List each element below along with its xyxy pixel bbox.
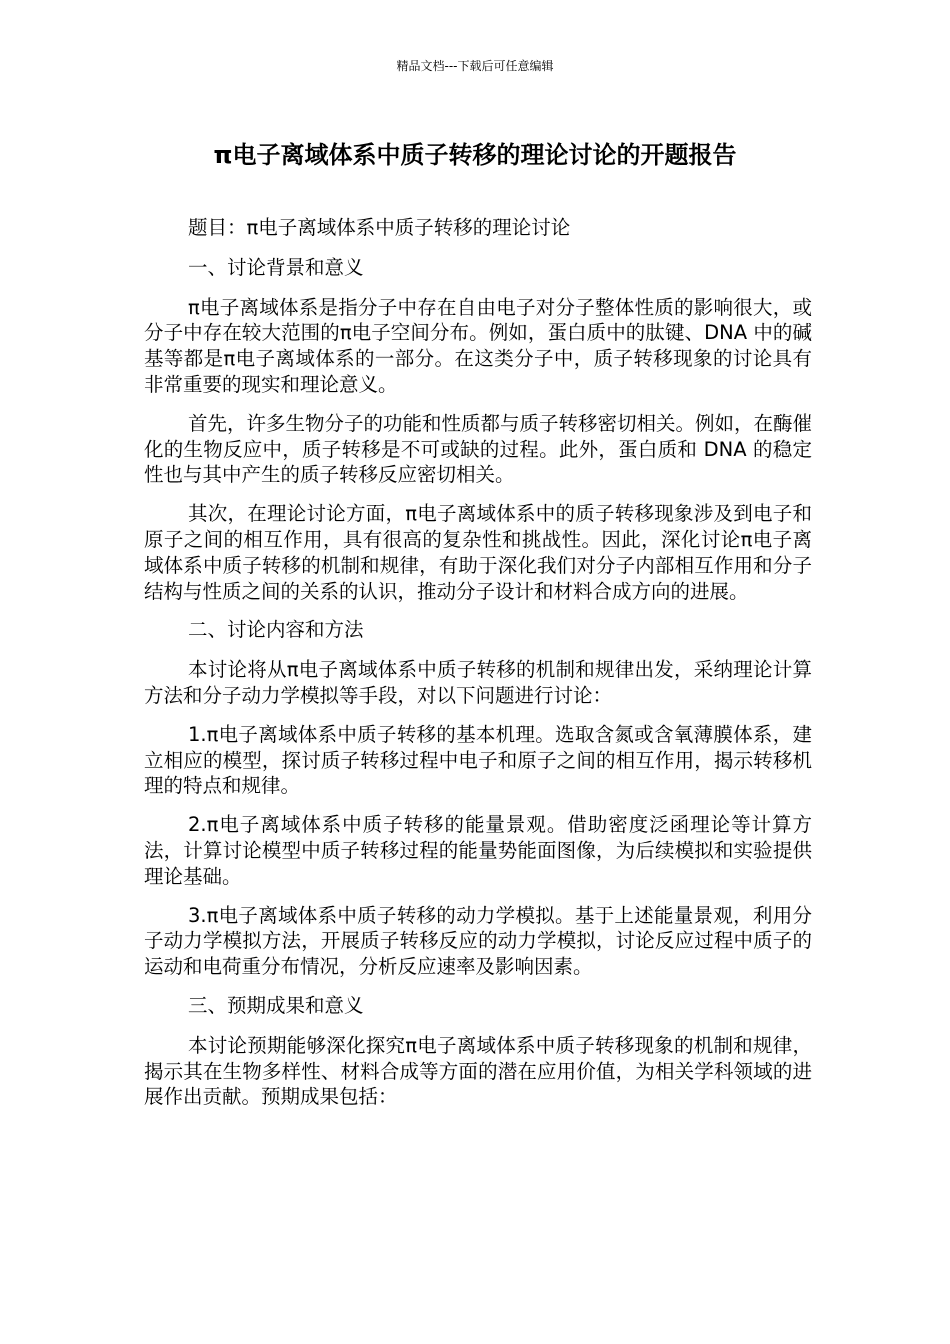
document-body <box>144 215 812 1123</box>
paragraph-outcomes: 本讨论预期能够深化探究π电子离域体系中质子转移现象的机制和规律，揭示其在生物多样性、材料合成等方面的潜在应用价值，为相关学科领域的进展作出贡献。预期成果包括： <box>144 1033 812 1109</box>
section-heading-content: 二、讨论内容和方法 <box>188 618 364 642</box>
list-item-dynamics: 3.π电子离域体系中质子转移的动力学模拟。基于上述能量景观，利用分子动力学模拟方法，开展质子转移反应的动力学模拟，讨论反应过程中质子的运动和电荷重分布情况，分析反应速率及影响因素。 <box>144 903 812 979</box>
section-heading-outcomes: 三、预期成果和意义 <box>188 993 364 1017</box>
topic-line: 题目：π电子离域体系中质子转移的理论讨论 <box>188 216 571 239</box>
paragraph-background-second: 其次，在理论讨论方面，π电子离域体系中的质子转移现象涉及到电子和原子之间的相互作用，具有很高的复杂性和挑战性。因此，深化讨论π电子离域体系中质子转移的机制和规律，有助于深化我们对分子内部相互作用和分子结构与性质之间的关系的认识，推动分子设计和材料合成方向的进展。 <box>144 502 812 603</box>
paragraph-content-intro: 本讨论将从π电子离域体系中质子转移的机制和规律出发，采纳理论计算方法和分子动力学模拟等手段，对以下问题进行讨论： <box>144 658 812 707</box>
header-note: 精品文档---下载后可任意编辑 <box>396 59 554 73</box>
document-title: π电子离域体系中质子转移的理论讨论的开题报告 <box>213 141 737 169</box>
paragraph-background-first: 首先，许多生物分子的功能和性质都与质子转移密切相关。例如，在酶催化的生物反应中，质子转移是不可或缺的过程。此外，蛋白质和 DNA 的稳定性也与其中产生的质子转移反应密切相关。 <box>144 411 813 487</box>
list-item-energy-landscape: 2.π电子离域体系中质子转移的能量景观。借助密度泛函理论等计算方法，计算讨论模型中质子转移过程的能量势能面图像，为后续模拟和实验提供理论基础。 <box>144 813 812 888</box>
list-item-mechanism: 1.π电子离域体系中质子转移的基本机理。选取含氮或含氧薄膜体系，建立相应的模型，探讨质子转移过程中电子和原子之间的相互作用，揭示转移机理的特点和规律。 <box>144 722 812 798</box>
section-heading-background: 一、讨论背景和意义 <box>188 255 364 279</box>
paragraph-background-definition: π电子离域体系是指分子中存在自由电子对分子整体性质的影响很大，或分子中存在较大范围的π电子空间分布。例如，蛋白质中的肽键、DNA 中的碱基等都是π电子离域体系的一部分。在这类分子中，质子转移现象的讨论具有非常重要的现实和理论意义。 <box>144 295 812 396</box>
